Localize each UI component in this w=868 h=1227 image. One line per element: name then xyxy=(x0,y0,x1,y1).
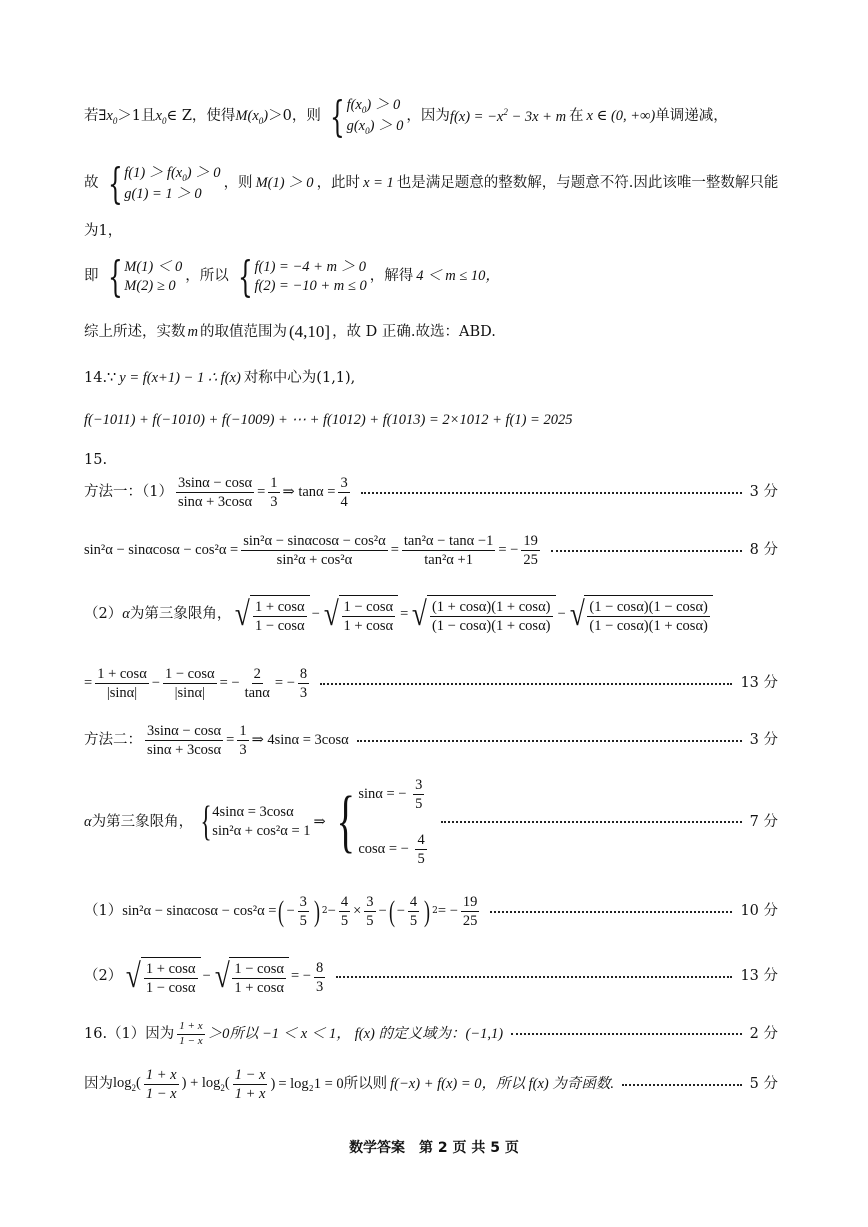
system-sin-cos-values: { sinα = − $\frac{3}{5}$ cosα = − $\frac{4}{5}$ xyxy=(336,777,425,868)
q14-line1: 14.∵ y = f(x+1) − 1 ∴ f(x) 对称中心为(1,1), xyxy=(84,370,356,386)
dot-leader xyxy=(551,550,742,552)
score: 13 分 xyxy=(740,674,778,691)
dot-leader xyxy=(622,1084,742,1086)
score: 7 分 xyxy=(749,813,778,830)
q15-method2-part1: （1） sin²α − sinαcosα − cos²α = ( − $\frac{3}{5}$ ) 2 − $\frac{4}{5}$ × $\frac{3}{5}$ − ( − $\frac{4}{5}$ ) 2 = − $\frac{19}{25}$ 10 分 xyxy=(84,894,778,930)
dot-leader xyxy=(336,976,732,978)
q16-domain: 16.（1）因为 $\frac{1 + x}{1 - x}$ ＞0所以 −1 ＜ x ＜ 1， f(x) 的定义域为：(−1,1) 2 分 xyxy=(84,1020,778,1047)
score: 5 分 xyxy=(749,1075,778,1092)
dot-leader xyxy=(357,740,742,742)
dot-leader xyxy=(511,1033,742,1035)
score: 3 分 xyxy=(749,731,778,748)
q15-method1-sinsq: sin²α − sinαcosα − cos²α = $\frac{\text{sin²α − sinαcosα − cos²α}}{\text{sin²α + cos²α}}$ = $\frac{\text{tan²α − tanα −1}}{\text{tan²α +1}}$ = − $\frac{19}{25}$ 8 分 xyxy=(84,533,778,569)
system-fg-x0: { $f(x_0) > 0$ $g(x_0) > 0$ xyxy=(329,92,404,141)
q15-method2-part2: （2） √ $\frac{1 + \cos\alpha}{1 - \cos\alpha}$ − √ $\frac{1 - \cos\alpha}{1 + \cos\alpha}$ = − $\frac{8}{3}$ 13 分 xyxy=(84,958,778,997)
q14-sum: f(−1011) + f(−1010) + f(−1009) + ⋯ + f(1012) + f(1013) = 2×1012 + f(1) = 2025 xyxy=(84,412,573,428)
line-exists-x0: 若∃ $x_0$ ＞1且 $x_0$ ∈ Z，使得 $M(x_0)$ ＞0，则 { $f(x_0) > 0$ $g(x_0) > 0$ ，因为 $f(x) = -x^2 - 3x + m$ 在 x ∈ (0, +∞) 单调递减， xyxy=(84,92,728,141)
line-conclusion: 综上所述，实数 m 的取值范围为 (4,10] ，故 D 正确.故选：ABD. xyxy=(84,322,496,341)
q16-odd-function: 因为 $\log_2$( $\frac{1 + x}{1 - x}$ ) + $\log_2$( $\frac{1 - x}{1 + x}$ ) = log₂1 = 0所以则 f(−x) + f(x) = 0 ，所以 f(x) 为奇函数. 5 分 xyxy=(84,1067,778,1103)
dot-leader xyxy=(490,911,732,913)
q15-method2: 方法二： $\frac{3\sin\alpha - \cos\alpha}{\sin\alpha + 3\cos\alpha}$ = $\frac{1}{3}$ ⇒ 4sinα = 3cosα 3 分 xyxy=(84,723,778,759)
score: 3 分 xyxy=(749,483,778,500)
q15-method1-part1: 方法一：（1） $\frac{3\sin\alpha - \cos\alpha}{\sin\alpha + 3\cos\alpha}$ = $\frac{1}{3}$ ⇒ tanα = $\frac{3}{4}$ 3 分 xyxy=(84,475,778,511)
score: 13 分 xyxy=(740,968,778,985)
dot-leader xyxy=(320,683,732,685)
system-f1-g1: { $f(1) > f(x_0) > 0$ g(1) = 1 ＞ 0 xyxy=(107,159,221,208)
fraction: $\frac{3\sin\alpha - \cos\alpha}{\sin\alpha + 3\cos\alpha}$ xyxy=(177,475,253,511)
page-footer: 数学答案 第 2 页 共 5 页 xyxy=(349,1140,519,1156)
line-is-one: 为1， xyxy=(84,223,123,239)
q15-method2-system: α 为第三象限角， { 4sinα = 3cosα sin²α + cos²α = 1 ⇒ { sinα = − $\frac{3}{5}$ cosα = − $\frac{4}{5}$ 7 分 xyxy=(84,777,778,868)
q15-method1-part2: （2） α 为第三象限角， √ $\frac{1 + \cos\alpha}{1 - \cos\alpha}$ − √ $\frac{1 - \cos\alpha}{1 + \cos\alpha}$ = √ $\frac{(1 + \cos\alpha)(1 + \cos\alpha)}{(1 - \cos\alpha)(1 + \cos\alpha)}$ − √ $\frac{(1 - \cos\alpha)(1 - \cos\alpha)}{(1 - \cos\alpha)(1 + \cos\alpha)}$ xyxy=(84,595,778,635)
score: 8 分 xyxy=(749,541,778,558)
q15-method1-part2-result: = $\frac{1 + \cos\alpha}{|\sin\alpha|}$ − $\frac{1 - \cos\alpha}{|\sin\alpha|}$ = − $\frac{2}{\tan\alpha}$ = − $\frac{8}{3}$ 13 分 xyxy=(84,666,778,702)
score: 10 分 xyxy=(740,902,778,919)
line-system-m: 即 { M(1) ＜ 0 M(2) ≥ 0 ，所以 { f(1) = −4 + m ＞ 0 f(2) = −10 + m ≤ 0 ，解得 4 ＜ m ≤ 10， xyxy=(84,252,500,301)
math-x0: $x_0$ xyxy=(106,107,118,126)
sqrt: √ $\frac{1 + \cos\alpha}{1 - \cos\alpha}$ xyxy=(233,595,309,635)
system-sin-cos: { 4sinα = 3cosα sin²α + cos²α = 1 xyxy=(200,799,311,846)
dot-leader xyxy=(441,821,742,823)
dot-leader xyxy=(361,492,742,494)
q15-label: 15. xyxy=(84,452,108,468)
score: 2 分 xyxy=(749,1025,778,1042)
system-f-values: { f(1) = −4 + m ＞ 0 f(2) = −10 + m ≤ 0 xyxy=(237,252,367,301)
line-therefore: 故 { $f(1) > f(x_0) > 0$ g(1) = 1 ＞ 0 ，则 M(1) ＞ 0 ，此时 x = 1 也是满足题意的整数解，与题意不符.因此该唯一整数解只能 xyxy=(84,159,779,208)
system-M: { M(1) ＜ 0 M(2) ≥ 0 xyxy=(107,252,183,301)
